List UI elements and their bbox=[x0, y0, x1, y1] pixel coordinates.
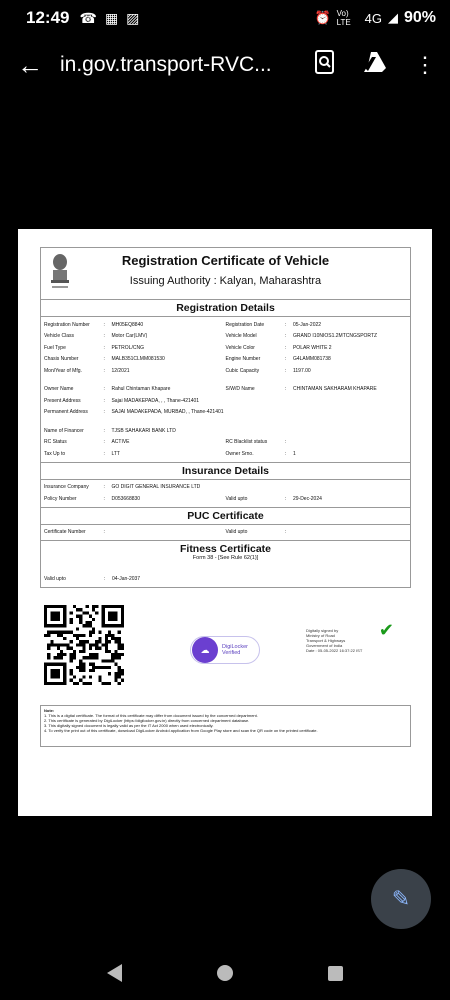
back-arrow-icon[interactable]: ← bbox=[17, 49, 43, 80]
certificate-title: Registration Certificate of Vehicle bbox=[121, 253, 330, 268]
pencil-icon: ✎ bbox=[391, 886, 411, 911]
table-row: Fuel Type : PETROL/CNG Vehicle Color : POLAR WHITE 2 bbox=[44, 344, 332, 351]
puc-details bbox=[41, 525, 410, 541]
check-mark-icon: ✔ bbox=[378, 620, 394, 640]
note-line: 4. To verify the print out of this certificate, download DigiLocker Android application from Google Play store and scan the QR code on the printed certificate. bbox=[44, 728, 318, 733]
more-vert-icon[interactable]: ⋮ bbox=[414, 52, 436, 77]
signature-line: Government of India bbox=[306, 643, 343, 648]
network-type: 4G bbox=[364, 10, 382, 26]
qr-code bbox=[44, 605, 124, 685]
nav-home-icon[interactable] bbox=[217, 965, 233, 981]
table-row: RC Status : ACTIVE RC Blacklist status : bbox=[44, 439, 287, 446]
table-row: Vehicle Class : Motor Car(LMV) Vehicle Model : GRAND I10NIOS1.2MTCNGSPORTZ bbox=[44, 333, 378, 340]
drive-add-icon[interactable] bbox=[350, 51, 400, 79]
table-row: Certificate Number : Valid upto : bbox=[44, 529, 287, 536]
app-bar bbox=[0, 40, 450, 90]
document-url: in.gov.transport-RVC... bbox=[60, 53, 272, 76]
table-row: Mon/Year of Mfg. : 12/2021 Cubic Capacity : 1197.00 bbox=[44, 367, 311, 374]
fitness-section-title: Fitness Certificate bbox=[41, 540, 410, 555]
signature-line: Digitally signed by bbox=[306, 628, 339, 633]
table-row: Permanent Address : SAJAI MADAKEPADA, MURBAD, , Thane-421401 bbox=[44, 409, 224, 416]
pdf-page bbox=[18, 229, 432, 816]
registration-section-title: Registration Details bbox=[41, 300, 410, 317]
battery-level: 90% bbox=[403, 9, 436, 26]
certificate-note: Note: 1. This is a digital certificate. The format of this certificate may differ from document issued by the concerned department. 2. This certificate is generated by DigiLocker (https://digilocker.gov.in) directly from concerned department database. 3. This digitally signed document is legally valid as per the IT Act 2000 when used electronically. 4. To verify the print out of this certificate, download DigiLocker Android application from Google Play store and scan the QR code on the printed certificate. bbox=[40, 705, 411, 747]
signature-line: Date : 05-05-2022 16:37:22 IST bbox=[306, 648, 363, 653]
signature-line: Ministry of Road bbox=[306, 633, 335, 638]
note-line: 3. This digitally signed document is legally valid as per the IT Act 2000 when used electronically. bbox=[44, 723, 214, 728]
table-row: Registration Number : MH05EQ8840 Registration Date : 05-Jan-2022 bbox=[44, 321, 322, 328]
clock: 12:49 bbox=[26, 8, 70, 27]
fitness-form-rule: Form 38 - [See Rule 62(1)] bbox=[192, 555, 259, 561]
issuing-authority: Issuing Authority : Kalyan, Maharashtra bbox=[129, 275, 322, 287]
insurance-details bbox=[41, 480, 410, 507]
phone-icon: ☎ bbox=[79, 9, 97, 26]
signal-icon: ◢ bbox=[387, 10, 398, 25]
alarm-icon: ⏰ bbox=[314, 10, 331, 25]
table-row: Present Address : Sajai MADAKEPADA, , , Thane-421401 bbox=[44, 397, 200, 404]
table-row: Owner Name : Rahul Chintaman Khapare S/W/D Name : CHINTAMAN SAKHARAM KHAPARE bbox=[44, 386, 377, 393]
edit-fab[interactable] bbox=[371, 869, 431, 929]
certificate bbox=[40, 247, 411, 588]
grid-app-icon: ▦ bbox=[104, 9, 119, 26]
digilocker-verified-badge: ☁ DigiLocker Verified bbox=[190, 636, 260, 664]
digilocker-logo-icon: ☁ bbox=[192, 637, 218, 663]
fitness-details bbox=[41, 564, 410, 587]
certificate-header bbox=[41, 248, 410, 300]
table-row: Valid upto : 04-Jan-2037 bbox=[44, 575, 141, 582]
volte-indicator: Vo) LTE bbox=[336, 9, 351, 27]
nav-recents-icon[interactable] bbox=[328, 966, 343, 981]
news-app-icon: ▨ bbox=[126, 9, 140, 26]
system-nav-bar bbox=[0, 946, 450, 1000]
nav-back-icon[interactable] bbox=[107, 964, 122, 982]
table-row: Chasis Number : MALB351CLMM081530 Engine Number : G4LAMM081738 bbox=[44, 356, 331, 363]
note-line: 2. This certificate is generated by DigiLocker (https://digilocker.gov.in) directly from concerned department database. bbox=[44, 718, 250, 723]
status-bar bbox=[0, 0, 450, 36]
signature-line: Transport & Highways bbox=[306, 638, 346, 643]
table-row: Name of Financer : TJSB SAHAKARI BANK LTD bbox=[44, 427, 176, 434]
registration-details bbox=[41, 317, 410, 462]
digital-signature bbox=[306, 620, 398, 662]
search-document-icon[interactable] bbox=[300, 50, 350, 80]
table-row: Insurance Company : GO DIGIT GENERAL INSURANCE LTD bbox=[44, 484, 201, 491]
table-row: Policy Number : D053668830 Valid upto : 29-Dec-2024 bbox=[44, 495, 322, 502]
puc-section-title: PUC Certificate bbox=[41, 507, 410, 525]
note-line: 1. This is a digital certificate. The format of this certificate may differ from document issued by the concerned department. bbox=[44, 713, 258, 718]
insurance-section-title: Insurance Details bbox=[41, 462, 410, 480]
table-row: Tax Up to : LTT Owner Srno. : 1 bbox=[44, 450, 296, 457]
